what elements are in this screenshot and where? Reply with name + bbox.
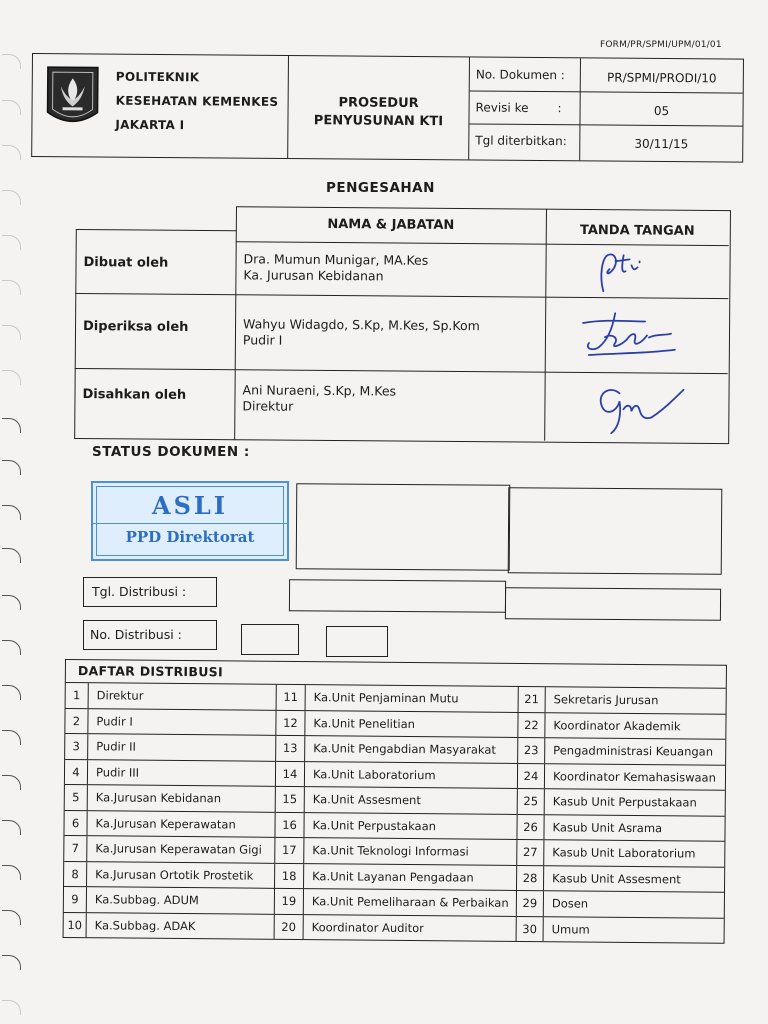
- item-name: Ka.Unit Layanan Pengadaan: [312, 868, 474, 885]
- item-name: Koordinator Kemahasiswaan: [552, 768, 716, 785]
- list-item: [275, 838, 516, 866]
- item-number: 8: [64, 862, 87, 887]
- item-number: 6: [64, 811, 87, 836]
- item-name: Kasub Unit Perpustakaan: [552, 794, 697, 810]
- revision-colon: :: [557, 101, 562, 116]
- item-name: Ka.Jurusan Keperawatan: [95, 815, 236, 831]
- status-box-2: [296, 483, 511, 570]
- approval-section-title: PENGESAHAN: [326, 180, 435, 196]
- signature-column-header: TANDA TANGAN: [579, 222, 695, 239]
- item-name: Kasub Unit Asrama: [552, 819, 663, 835]
- doc-no-label: No. Dokumen :: [475, 67, 565, 83]
- signature-approver: [579, 379, 699, 442]
- distribution-list-title: DAFTAR DISTRIBUSI: [66, 660, 726, 689]
- stamp-sub-text: PPD Direktorat: [125, 528, 255, 546]
- item-name: Pudir II: [96, 739, 136, 754]
- original-stamp: [91, 481, 289, 561]
- institution-logo: [44, 64, 101, 138]
- checked-by-name: [243, 316, 480, 350]
- item-number: 14: [276, 761, 305, 786]
- item-number: 27: [517, 840, 544, 865]
- list-item: [275, 914, 516, 941]
- item-name: Dosen: [551, 896, 589, 911]
- list-item: [519, 687, 726, 714]
- item-number: 23: [518, 738, 545, 763]
- item-number: 17: [275, 838, 304, 863]
- item-name: Kasub Unit Laboratorium: [552, 845, 696, 861]
- created-by-name: [243, 251, 428, 284]
- list-item: [64, 887, 274, 914]
- item-number: 1: [66, 683, 89, 708]
- item-name: Ka.Jurusan Keperawatan Gigi: [95, 841, 262, 857]
- item-name: Ka.Unit Pemeliharaan & Perbaikan: [311, 894, 509, 910]
- approved-by-label: Disahkan oleh: [82, 387, 187, 403]
- item-name: Pudir I: [96, 713, 133, 729]
- document-title: [288, 94, 468, 131]
- item-number: 3: [65, 734, 88, 759]
- document-status-title: STATUS DOKUMEN :: [92, 444, 250, 460]
- list-item: [65, 709, 275, 736]
- document-header-table: [31, 53, 744, 163]
- distribution-no-field-1: [241, 624, 299, 655]
- list-item: [64, 811, 274, 838]
- list-item: [276, 787, 517, 815]
- list-item: [275, 812, 516, 840]
- item-number: 5: [65, 785, 88, 810]
- list-item: [277, 685, 518, 713]
- item-name: Ka.Jurusan Kebidanan: [95, 790, 222, 806]
- distribution-column-3: [517, 687, 726, 943]
- item-number: 19: [275, 889, 304, 914]
- institution-name: [115, 65, 278, 138]
- institution-line-2: KESEHATAN KEMENKES: [115, 93, 279, 109]
- item-number: 11: [277, 685, 306, 710]
- doc-no-value: PR/SPMI/PRODI/10: [607, 70, 717, 86]
- approver-name: Ani Nuraeni, S.Kp, M.Kes: [242, 382, 397, 399]
- checked-by-label: Diperiksa oleh: [82, 319, 189, 335]
- item-number: 15: [276, 787, 305, 812]
- revision-value: 05: [653, 103, 670, 119]
- list-item: [518, 712, 725, 739]
- list-item: [276, 761, 517, 789]
- approval-table: [74, 205, 729, 442]
- issued-value: 30/11/15: [634, 136, 689, 152]
- item-number: 29: [517, 891, 544, 916]
- signature-checker: [575, 309, 685, 365]
- form-code: FORM/PR/SPMI/UPM/01/01: [600, 40, 722, 50]
- item-number: 24: [518, 763, 545, 788]
- list-item: [518, 738, 725, 765]
- list-item: [65, 785, 275, 812]
- item-number: 26: [517, 814, 544, 839]
- list-item: [66, 683, 276, 710]
- creator-name: Dra. Mumun Munigar, MA.Kes: [243, 251, 429, 268]
- item-name: Ka.Unit Pengabdian Masyarakat: [313, 741, 497, 757]
- item-name: Umum: [551, 921, 590, 937]
- title-line-1: PROSEDUR: [338, 95, 419, 112]
- item-name: Koordinator Auditor: [311, 919, 424, 935]
- item-name: Ka.Unit Penjaminan Mutu: [313, 690, 459, 706]
- list-item: [65, 760, 275, 787]
- checker-name: Wahyu Widagdo, S.Kp, M.Kes, Sp.Kom: [243, 316, 480, 334]
- status-box-3: [508, 487, 723, 574]
- item-number: 2: [65, 709, 88, 734]
- item-number: 4: [65, 760, 88, 785]
- creator-position: Ka. Jurusan Kebidanan: [243, 267, 384, 284]
- item-number: 20: [275, 914, 304, 939]
- distribution-no-field-2: [326, 626, 388, 657]
- item-name: Ka.Unit Assesment: [312, 792, 421, 808]
- title-line-2: PENYUSUNAN KTI: [313, 113, 444, 130]
- distribution-column-1: [64, 683, 277, 939]
- item-name: Ka.Subbag. ADAK: [94, 917, 196, 933]
- list-item: [276, 736, 517, 764]
- list-item: [276, 710, 517, 738]
- list-item: [275, 863, 516, 891]
- institution-line-3: JAKARTA I: [115, 117, 185, 133]
- item-number: 10: [64, 912, 87, 937]
- item-name: Ka.Unit Teknologi Informasi: [312, 843, 469, 859]
- list-item: [517, 916, 724, 942]
- revision-label: Revisi ke: [475, 100, 529, 115]
- list-item: [517, 840, 724, 867]
- list-item: [517, 814, 724, 841]
- item-number: 9: [64, 887, 87, 912]
- item-number: 18: [275, 863, 304, 888]
- signature-creator: [585, 247, 665, 298]
- checker-position: Pudir I: [242, 332, 283, 348]
- item-name: Ka.Jurusan Ortotik Prostetik: [95, 866, 254, 883]
- list-item: [64, 912, 274, 938]
- list-item: [65, 734, 275, 761]
- item-name: Direktur: [96, 688, 144, 703]
- approver-position: Direktur: [242, 398, 294, 414]
- distribution-column-2: [275, 685, 519, 941]
- item-name: Koordinator Akademik: [553, 717, 681, 733]
- item-number: 7: [64, 836, 87, 861]
- item-name: Sekretaris Jurusan: [553, 692, 659, 708]
- list-item: [64, 862, 274, 889]
- item-number: 13: [276, 736, 305, 761]
- item-name: Pudir III: [95, 764, 140, 780]
- distribution-date-field-1: [289, 579, 506, 613]
- list-item: [64, 836, 274, 863]
- item-number: 12: [276, 710, 305, 735]
- item-number: 30: [517, 916, 544, 941]
- distribution-no-label: No. Distribusi :: [90, 627, 182, 642]
- list-item: [517, 865, 724, 892]
- list-item: [517, 891, 724, 918]
- list-item: [518, 763, 725, 790]
- item-name: Ka.Subbag. ADUM: [94, 892, 199, 908]
- binder-holes: [0, 0, 26, 1024]
- item-number: 16: [275, 812, 304, 837]
- item-name: Ka.Unit Penelitian: [313, 715, 416, 731]
- item-number: 21: [519, 687, 546, 712]
- distribution-date-label: Tgl. Distribusi :: [92, 584, 187, 599]
- distribution-date-field-2: [505, 587, 721, 621]
- stamp-main-text: ASLI: [151, 491, 229, 520]
- item-name: Kasub Unit Assesment: [552, 870, 681, 886]
- item-name: Ka.Unit Laboratorium: [312, 766, 436, 782]
- created-by-label: Dibuat oleh: [83, 255, 169, 271]
- distribution-list: [63, 659, 727, 944]
- item-name: Ka.Unit Perpustakaan: [312, 817, 437, 833]
- list-item: [275, 889, 516, 917]
- issued-label: Tgl diterbitkan:: [475, 133, 567, 149]
- item-number: 25: [518, 789, 545, 814]
- approved-by-name: [242, 382, 396, 415]
- item-name: Pengadministrasi Keuangan: [553, 743, 714, 759]
- item-number: 28: [517, 865, 544, 890]
- item-number: 22: [518, 712, 545, 737]
- name-column-header: NAMA & JABATAN: [327, 216, 455, 233]
- institution-line-1: POLITEKNIK: [115, 69, 200, 85]
- list-item: [518, 789, 725, 816]
